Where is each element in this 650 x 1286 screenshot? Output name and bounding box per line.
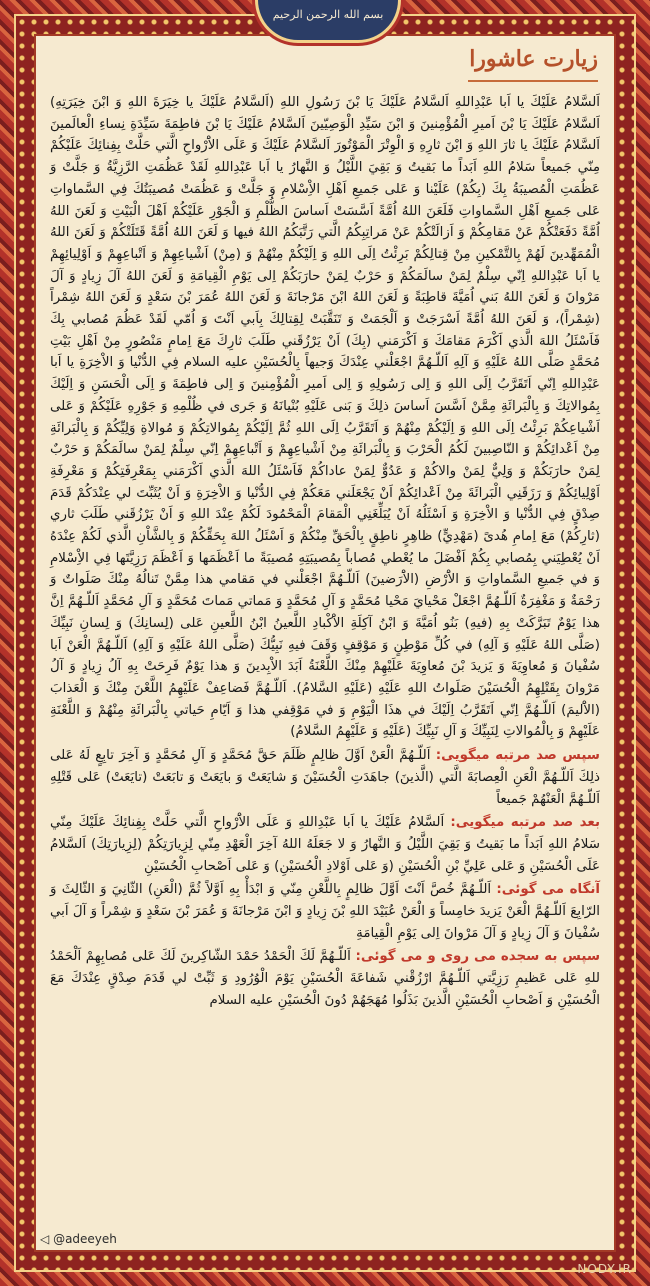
channel-handle: [40, 1232, 117, 1246]
instruction-label: سپس به سجده می روی و می گوئی:: [355, 949, 600, 965]
bismillah-medallion: [255, 0, 401, 43]
telegram-icon: ◁: [40, 1232, 50, 1246]
paragraph-sajdah: [50, 946, 600, 1011]
instruction-label: بعد صد مرتبه میگویی:: [450, 815, 601, 831]
medallion-text: بسم الله الرحمن الرحیم: [272, 8, 384, 21]
page-title: زیارت عاشورا: [469, 46, 598, 72]
paragraph-text: اَلسَّلامُ عَلَيْكَ يا اَبا عَبْدِاللهِ اَلسَّلامُ عَلَيْكَ يَا بْنَ رَسُولِ اللهِ (اَلسَّلامُ عَلَيْكَ يا خِيَرَةَ اللهِ وَ ابْنَ خِيَرَتِهِ) اَلسَّلامُ عَلَيْكَ يَا بْنَ اَميرِ الْمُؤْمِنينَ وَ ابْنَ سَيِّدِ الْوَصِيّينَ اَلسَّلامُ عَلَيْكَ يَا بْنَ فاطِمَةَ سَيِّدَةِ نِساءِ الْعالَمينَ اَلسَّلامُ عَلَيْكَ يا ثارَ اللهِ وَ ابْنَ ثارِهِ وَ الْوِتْرَ الْمَوْتُورَ اَلسَّلامُ عَلَيْكَ وَ عَلَى الاَْرْواحِ الَّتي حَلَّتْ بِفِنائِكَ عَلَيْكُمْ مِنّي جَميعاً سَلامُ اللهِ اَبَداً ما بَقيتُ وَ بَقِيَ اللَّيْلُ وَ النَّهارُ يا اَبا عَبْدِاللهِ لَقَدْ عَظُمَتِ الرَّزِيَّةُ وَ جَلَّتْ وَ عَظُمَتِ الْمُصيبَةُ بِكَ (بِكُمْ) عَلَيْنا وَ عَلى جَميعِ اَهْلِ الاِْسْلامِ وَ جَلَّتْ وَ عَظُمَتْ مُصيبَتُكَ فِي السَّماواتِ عَلى جَميعِ اَهْلِ السَّماواتِ فَلَعَنَ اللهُ اُمَّةً اَسَّسَتْ اَساسَ الظُّلْمِ وَ الْجَوْرِ عَلَيْكُمْ اَهْلَ الْبَيْتِ وَ لَعَنَ اللهُ اُمَّةً دَفَعَتْكُمْ عَنْ مَقامِكُمْ وَ اَزالَتْكُمْ عَنْ مَراتِبِكُمُ الَّتي رَتَّبَكُمُ اللهُ فيها وَ لَعَنَ اللهُ اُمَّةً قَتَلَتْكُمْ وَ لَعَنَ اللهُ الْمُمَهِّدينَ لَهُمْ بِالتَّمْكينِ مِنْ قِتالِكُمْ بَرِئْتُ اِلَى اللهِ وَ اِلَيْكُمْ مِنْهُمْ وَ (مِنْ) اَشْياعِهِمْ وَ اَتْباعِهِمْ وَ اَوْلِيائِهِمْ يا اَبا عَبْدِاللهِ اِنّي سِلْمٌ لِمَنْ سالَمَكُمْ وَ حَرْبٌ لِمَنْ حارَبَكُمْ اِلى يَوْمِ الْقِيامَةِ وَ لَعَنَ اللهُ آلَ زِيادٍ وَ آلَ مَرْوانَ وَ لَعَنَ اللهُ بَني اُمَيَّةَ قاطِبَةً وَ لَعَنَ اللهُ ابْنَ مَرْجانَةَ وَ لَعَنَ اللهُ عُمَرَ بْنَ سَعْدٍ وَ لَعَنَ اللهُ شِمْراً (شِمْراً)، وَ لَعَنَ اللهُ اُمَّةً اَسْرَجَتْ وَ اَلْجَمَتْ وَ تَنَقَّبَتْ لِقِتالِكَ بِاَبي اَنْتَ وَ اُمّي لَقَدْ عَظُمَ مُصابي بِكَ فَاَسْئَلُ اللهَ الَّذي اَكْرَمَ مَقامَكَ وَ اَكْرَمَني (بِكَ) اَنْ يَرْزُقَني طَلَبَ ثارِكَ مَعَ اِمامٍ مَنْصُورٍ مِنْ اَهْلِ بَيْتِ مُحَمَّدٍ صَلَّى اللهُ عَلَيْهِ وَ آلِهِ اَللّـهُمَّ اجْعَلْني عِنْدَكَ وَجيهاً بِالْحُسَيْنِ عليه السلام فِي الدُّنْيا وَ الاْخِرَةِ يا اَبا عَبْدِاللهِ اِنّي اَتَقَرَّبُ اِلَى اللهِ وَ اِلى رَسُولِهِ وَ اِلى اَميرِ الْمُؤْمِنينَ وَ اِلى فاطِمَةَ وَ اِلَى الْحَسَنِ وَ اِلَيْكَ بِمُوالاتِكَ وَ بِالْبَرائَةِ مِمَّنْ اَسَّسَ اَساسَ ذلِكَ وَ بَنى عَلَيْهِ بُنْيانَهُ وَ جَرى في ظُلْمِهِ وَ جَوْرِهِ عَلَيْكُمْ وَ عَلى اَشْياعِكُمْ بَرِئْتُ اِلَى اللهِ وَ اِلَيْكُمْ مِنْهُمْ وَ اَتَقَرَّبُ اِلَى اللهِ ثُمَّ اِلَيْكُمْ بِمُوالاتِكُمْ وَ مُوالاةِ وَلِيِّكُمْ وَ بِالْبَرائَةِ مِنْ اَعْدائِكُمْ وَ النّاصِبينَ لَكُمُ الْحَرْبَ وَ بِالْبَرائَةِ مِنْ اَشْياعِهِمْ وَ اَتْباعِهِمْ اِنّي سِلْمٌ لِمَنْ سالَمَكُمْ وَ حَرْبٌ لِمَنْ حارَبَكُمْ وَ وَلِيٌّ لِمَنْ والاكُمْ وَ عَدُوٌّ لِمَنْ عاداكُمْ فَاَسْئَلُ اللهَ الَّذي اَكْرَمَني بِمَعْرِفَتِكُمْ وَ مَعْرِفَةِ اَوْلِيائِكُمْ وَ رَزَقَنِي الْبَرائَةَ مِنْ اَعْدائِكُمْ اَنْ يَجْعَلَني مَعَكُمْ فِي الدُّنْيا وَ الاْخِرَةِ وَ اَنْ يُثَبِّتَ لي عِنْدَكُمْ قَدَمَ صِدْقٍ فِي الدُّنْيا وَ الاْخِرَةِ وَ اَسْئَلُهُ اَنْ يُبَلِّغَنِي الْمَقامَ الْمَحْمُودَ لَكُمْ عِنْدَ اللهِ وَ اَنْ يَرْزُقَني طَلَبَ ثاري (ثارِكُمْ) مَعَ اِمامِ هُدىً (مَهْدِيٍّ) ظاهِرٍ ناطِقٍ بِالْحَقِّ مِنْكُمْ وَ اَسْئَلُ اللهَ بِحَقِّكُمْ وَ بِالشَّاْنِ الَّذي لَكُمْ عِنْدَهُ اَنْ يُعْطِيَني بِمُصابي بِكُمْ اَفْضَلَ ما يُعْطي مُصاباً بِمُصيبَتِهِ مُصيبَةً ما اَعْظَمَها وَ اَعْظَمَ رَزِيَّتَها فِي الاِْسْلامِ وَ في جَميعِ السَّماواتِ وَ الاَْرْضِ (الاَْرَضينَ) اَللّـهُمَّ اجْعَلْني في مَقامي هذا مِمَّنْ تَنالُهُ مِنْكَ صَلَواتٌ وَ رَحْمَةٌ وَ مَغْفِرَةٌ اَللّـهُمَّ اجْعَلْ مَحْيايَ مَحْيا مُحَمَّدٍ وَ آلِ مُحَمَّدٍ وَ مَماتي مَماتَ مُحَمَّدٍ وَ آلِ مُحَمَّدٍ اَللّـهُمَّ اِنَّ هذا يَوْمٌ تَبَرَّكَتْ بِهِ (فيهِ) بَنُو اُمَيَّةَ وَ ابْنُ آكِلَةِ الاَْكْبادِ اللَّعينُ ابْنُ اللَّعينِ عَلى (لِسانِكَ) وَ لِسانِ نَبِيِّكَ (صَلَّى اللهُ عَلَيْهِ وَ آلِهِ) في كُلِّ مَوْطِنٍ وَ مَوْقِفٍ وَقَفَ فيهِ نَبِيُّكَ (صَلَّى اللهُ عَلَيْهِ وَ آلِهِ) اَللّـهُمَّ الْعَنْ اَبا سُفْيانَ وَ مُعاوِيَةَ وَ يَزيدَ بْنَ مُعاوِيَةَ عَلَيْهِمْ مِنْكَ اللَّعْنَةُ اَبَدَ الاْبِدينَ وَ هذا يَوْمٌ فَرِحَتْ بِهِ آلُ زِيادٍ وَ آلُ مَرْوانَ بِقَتْلِهِمُ الْحُسَيْنَ صَلَواتُ اللهِ عَلَيْهِ (عَلَيْهِ السَّلامُ). اَللّـهُمَّ فَضاعِفْ عَلَيْهِمُ اللَّعْنَ مِنْكَ وَ الْعَذابَ (الاَْليمَ) اَللّـهُمَّ اِنّي اَتَقَرَّبُ اِلَيْكَ في هذَا الْيَوْمِ وَ في مَوْقِفي هذا وَ اَيّامِ حَياتي بِالْبَرائَةِ مِنْهُمْ وَ اللَّعْنَةِ عَلَيْهِمْ وَ بِالْمُوالاتِ لِنَبِيِّكَ وَ آلِ نَبِيِّكَ (عَلَيْهِ وَ عَلَيْهِمُ السَّلامُ): [50, 95, 600, 740]
paragraph-hundred-salam: [50, 812, 600, 877]
paragraph-text: اَللّـهُمَّ الْعَنْ اَوَّلَ ظالِمٍ ظَلَمَ حَقَّ مُحَمَّدٍ وَ آلِ مُحَمَّدٍ وَ آخِرَ تابِعٍ لَهُ عَلى ذلِكَ اَللّـهُمَّ الْعَنِ الْعِصابَةَ الَّتي (الَّذينَ) جاهَدَتِ الْحُسَيْنَ وَ شايَعَتْ وَ بايَعَتْ وَ تابَعَتْ (تايَعَتْ) عَلى قَتْلِهِ اَللّـهُمَّ الْعَنْهُمْ جَميعاً: [50, 748, 600, 807]
paragraph-text: اَلسَّلامُ عَلَيْكَ يا اَبا عَبْدِاللهِ وَ عَلَى الاَْرْواحِ الَّتي حَلَّتْ بِفِنائِكَ عَلَيْكَ مِنّي سَلامُ اللهِ اَبَداً ما بَقيتُ وَ بَقِيَ اللَّيْلُ وَ النَّهارُ وَ لا جَعَلَهُ اللهُ آخِرَ الْعَهْدِ مِنّي لِزِيارَتِكُمْ (لِزِيارَتِكَ) اَلسَّلامُ عَلَى الْحُسَيْنِ وَ عَلى عَلِيِّ بْنِ الْحُسَيْنِ (وَ عَلى اَوْلادِ الْحُسَيْنِ) وَ عَلى اَصْحابِ الْحُسَيْنِ: [50, 815, 600, 874]
paragraph-then-say: [50, 879, 600, 944]
instruction-label: سپس صد مرتبه میگویی:: [435, 748, 600, 764]
title-underline: [468, 80, 598, 82]
paragraph-text: اَللّـهُمَّ لَكَ الْحَمْدُ حَمْدَ الشّاكِرينَ لَكَ عَلى مُصابِهِمْ اَلْحَمْدُ للهِ عَلى عَظيمِ رَزِيَّتي اَللّـهُمَّ ارْزُقْني شَفاعَةَ الْحُسَيْنِ يَوْمَ الْوُرُودِ وَ ثَبِّتْ لي قَدَمَ صِدْقٍ عِنْدَكَ مَعَ الْحُسَيْنِ وَ اَصْحابِ الْحُسَيْنِ الَّذينَ بَذَلُوا مُهَجَهُمْ دُونَ الْحُسَيْنِ عليه السلام: [50, 949, 600, 1008]
paragraph-main: [50, 92, 600, 743]
prayer-text: [50, 92, 600, 1014]
site-watermark: NODY.IR: [577, 1262, 632, 1276]
paragraph-text: اَللّـهُمَّ خُصَّ اَنْتَ اَوَّلَ ظالِمٍ بِاللَّعْنِ مِنّي وَ ابْدَأْ بِهِ اَوَّلاً ثُمَّ (الْعَنِ) الثّانِيَ وَ الثّالِثَ وَ الرّابِعَ اَللّـهُمَّ الْعَنْ يَزيدَ خامِساً وَ الْعَنْ عُبَيْدَ اللهِ بْنَ زِيادٍ وَ ابْنَ مَرْجانَةَ وَ عُمَرَ بْنَ سَعْدٍ وَ شِمْراً وَ آلَ اَبي سُفْيانَ وَ آلَ زِيادٍ وَ آلَ مَرْوانَ اِلى يَوْمِ الْقِيامَةِ: [50, 882, 600, 941]
paragraph-hundred-curse: [50, 745, 600, 810]
instruction-label: آنگاه می گوئی:: [496, 882, 600, 898]
handle-text: @adeeyeh: [53, 1232, 117, 1246]
